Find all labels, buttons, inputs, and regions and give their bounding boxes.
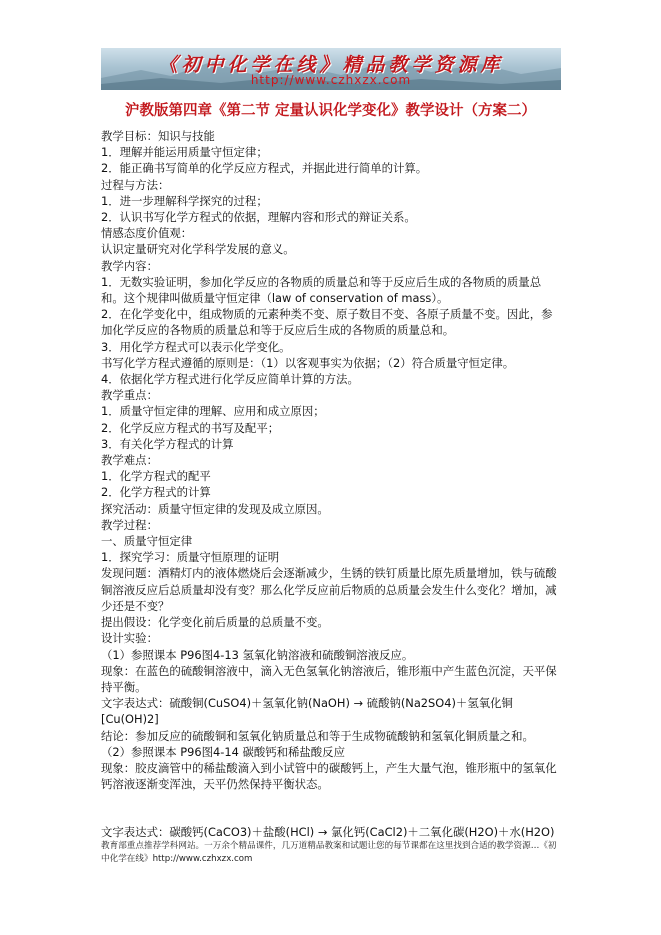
- banner-url[interactable]: http://www.czhxzx.com: [250, 73, 412, 87]
- paragraph: 一、质量守恒定律: [101, 534, 193, 549]
- paragraph: 认识定量研究对化学科学发展的意义。: [101, 242, 295, 257]
- paragraph: 过程与方法：: [101, 177, 170, 192]
- paragraph: 发现问题：酒精灯内的液体燃烧后会逐渐减少，生锈的铁钉质量比原先质量增加，铁与硫酸铜溶液反应后总质量却没有变？那么化学反应前后物质的总质量会发生什么变化？增加，减少还是不变？: [101, 566, 557, 613]
- paragraph: 2．能正确书写简单的化学反应方程式，并据此进行简单的计算。: [101, 161, 428, 176]
- page-footer: [101, 825, 561, 866]
- paragraph: 教学目标：知识与技能: [101, 129, 215, 143]
- paragraph: 教学内容：: [101, 258, 158, 273]
- document-body: [101, 128, 561, 792]
- paragraph: 1．质量守恒定律的理解、应用和成立原因；: [101, 404, 325, 419]
- paragraph: 现象：胶皮滴管中的稀盐酸滴入到小试管中的碳酸钙上，产生大量气泡，锥形瓶中的氢氧化钙溶液逐渐变浑浊，天平仍然保持平衡状态。: [101, 760, 557, 792]
- paragraph: 书写化学方程式遵循的原则是：（1）以客观事实为依据；（2）符合质量守恒定律。: [101, 355, 515, 370]
- paragraph: 1．进一步理解科学探究的过程；: [101, 193, 268, 208]
- footer-ad-text: 教育部重点推荐学科网站。一万余个精品课件，几万道精品教案和试题让您的每节课都在这里找到合适的教学资源…《初中化学在线》http://www.czhxzx.com: [101, 841, 557, 864]
- paragraph: 教学过程：: [101, 517, 158, 532]
- banner-title: 《初中化学在线》精品教学资源库: [158, 54, 504, 76]
- paragraph: 2．化学反应方程式的书写及配平；: [101, 420, 280, 435]
- paragraph: 3．有关化学方程式的计算: [101, 436, 234, 451]
- paragraph: 1．无数实验证明，参加化学反应的各物质的质量总和等于反应后生成的各物质的质量总和。这个规律叫做质量守恒定律（law of conservation of mass）。: [101, 274, 542, 306]
- paragraph: 2．认识书写化学方程式的依据，理解内容和形式的辩证关系。: [101, 210, 416, 225]
- paragraph: 1．理解并能运用质量守恒定律；: [101, 145, 268, 160]
- paragraph: （1）参照课本 P96图4-13 氢氧化钠溶液和硫酸铜溶液反应。: [101, 647, 414, 662]
- paragraph: 2．在化学变化中，组成物质的元素种类不变、原子数目不变、各原子质量不变。因此，参加化学反应的各物质的质量总和等于反应后生成的各物质的质量总和。: [101, 307, 553, 338]
- paragraph: 教学重点：: [101, 388, 158, 403]
- paragraph: 现象：在蓝色的硫酸铜溶液中，滴入无色氢氧化钠溶液后，锥形瓶中产生蓝色沉淀，天平保持平衡。: [101, 663, 557, 694]
- equation-line: 文字表达式：碳酸钙(CaCO3)＋盐酸(HCl) → 氯化钙(CaCl2)＋二氧化碳(H2O)＋水(H2O): [101, 825, 555, 839]
- paragraph: 3．用化学方程式可以表示化学变化。: [101, 339, 291, 354]
- paragraph: 文字表达式：硫酸铜(CuSO4)＋氢氧化钠(NaOH) → 硫酸钠(Na2SO4)＋氢氧化铜[Cu(OH)2]: [101, 696, 513, 727]
- document-title: 沪教版第四章《第二节 定量认识化学变化》教学设计（方案二）: [124, 103, 537, 119]
- paragraph: （2）参照课本 P96图4-14 碳酸钙和稀盐酸反应: [101, 744, 345, 759]
- paragraph: 教学难点：: [101, 453, 158, 468]
- site-banner: [101, 48, 561, 90]
- paragraph: 设计实验：: [101, 631, 158, 646]
- paragraph: 1．探究学习：质量守恒原理的证明: [101, 550, 280, 565]
- paragraph: 2．化学方程式的计算: [101, 485, 211, 500]
- paragraph: 提出假设：化学变化前后质量的总质量不变。: [101, 615, 329, 630]
- paragraph: 结论：参加反应的硫酸铜和氢氧化钠质量总和等于生成物硫酸钠和氢氧化铜质量之和。: [101, 728, 534, 743]
- paragraph: 4．依据化学方程式进行化学反应简单计算的方法。: [101, 372, 359, 387]
- paragraph: 1．化学方程式的配平: [101, 469, 211, 484]
- paragraph: 情感态度价值观：: [101, 226, 193, 241]
- paragraph: 探究活动：质量守恒定律的发现及成立原因。: [101, 501, 329, 516]
